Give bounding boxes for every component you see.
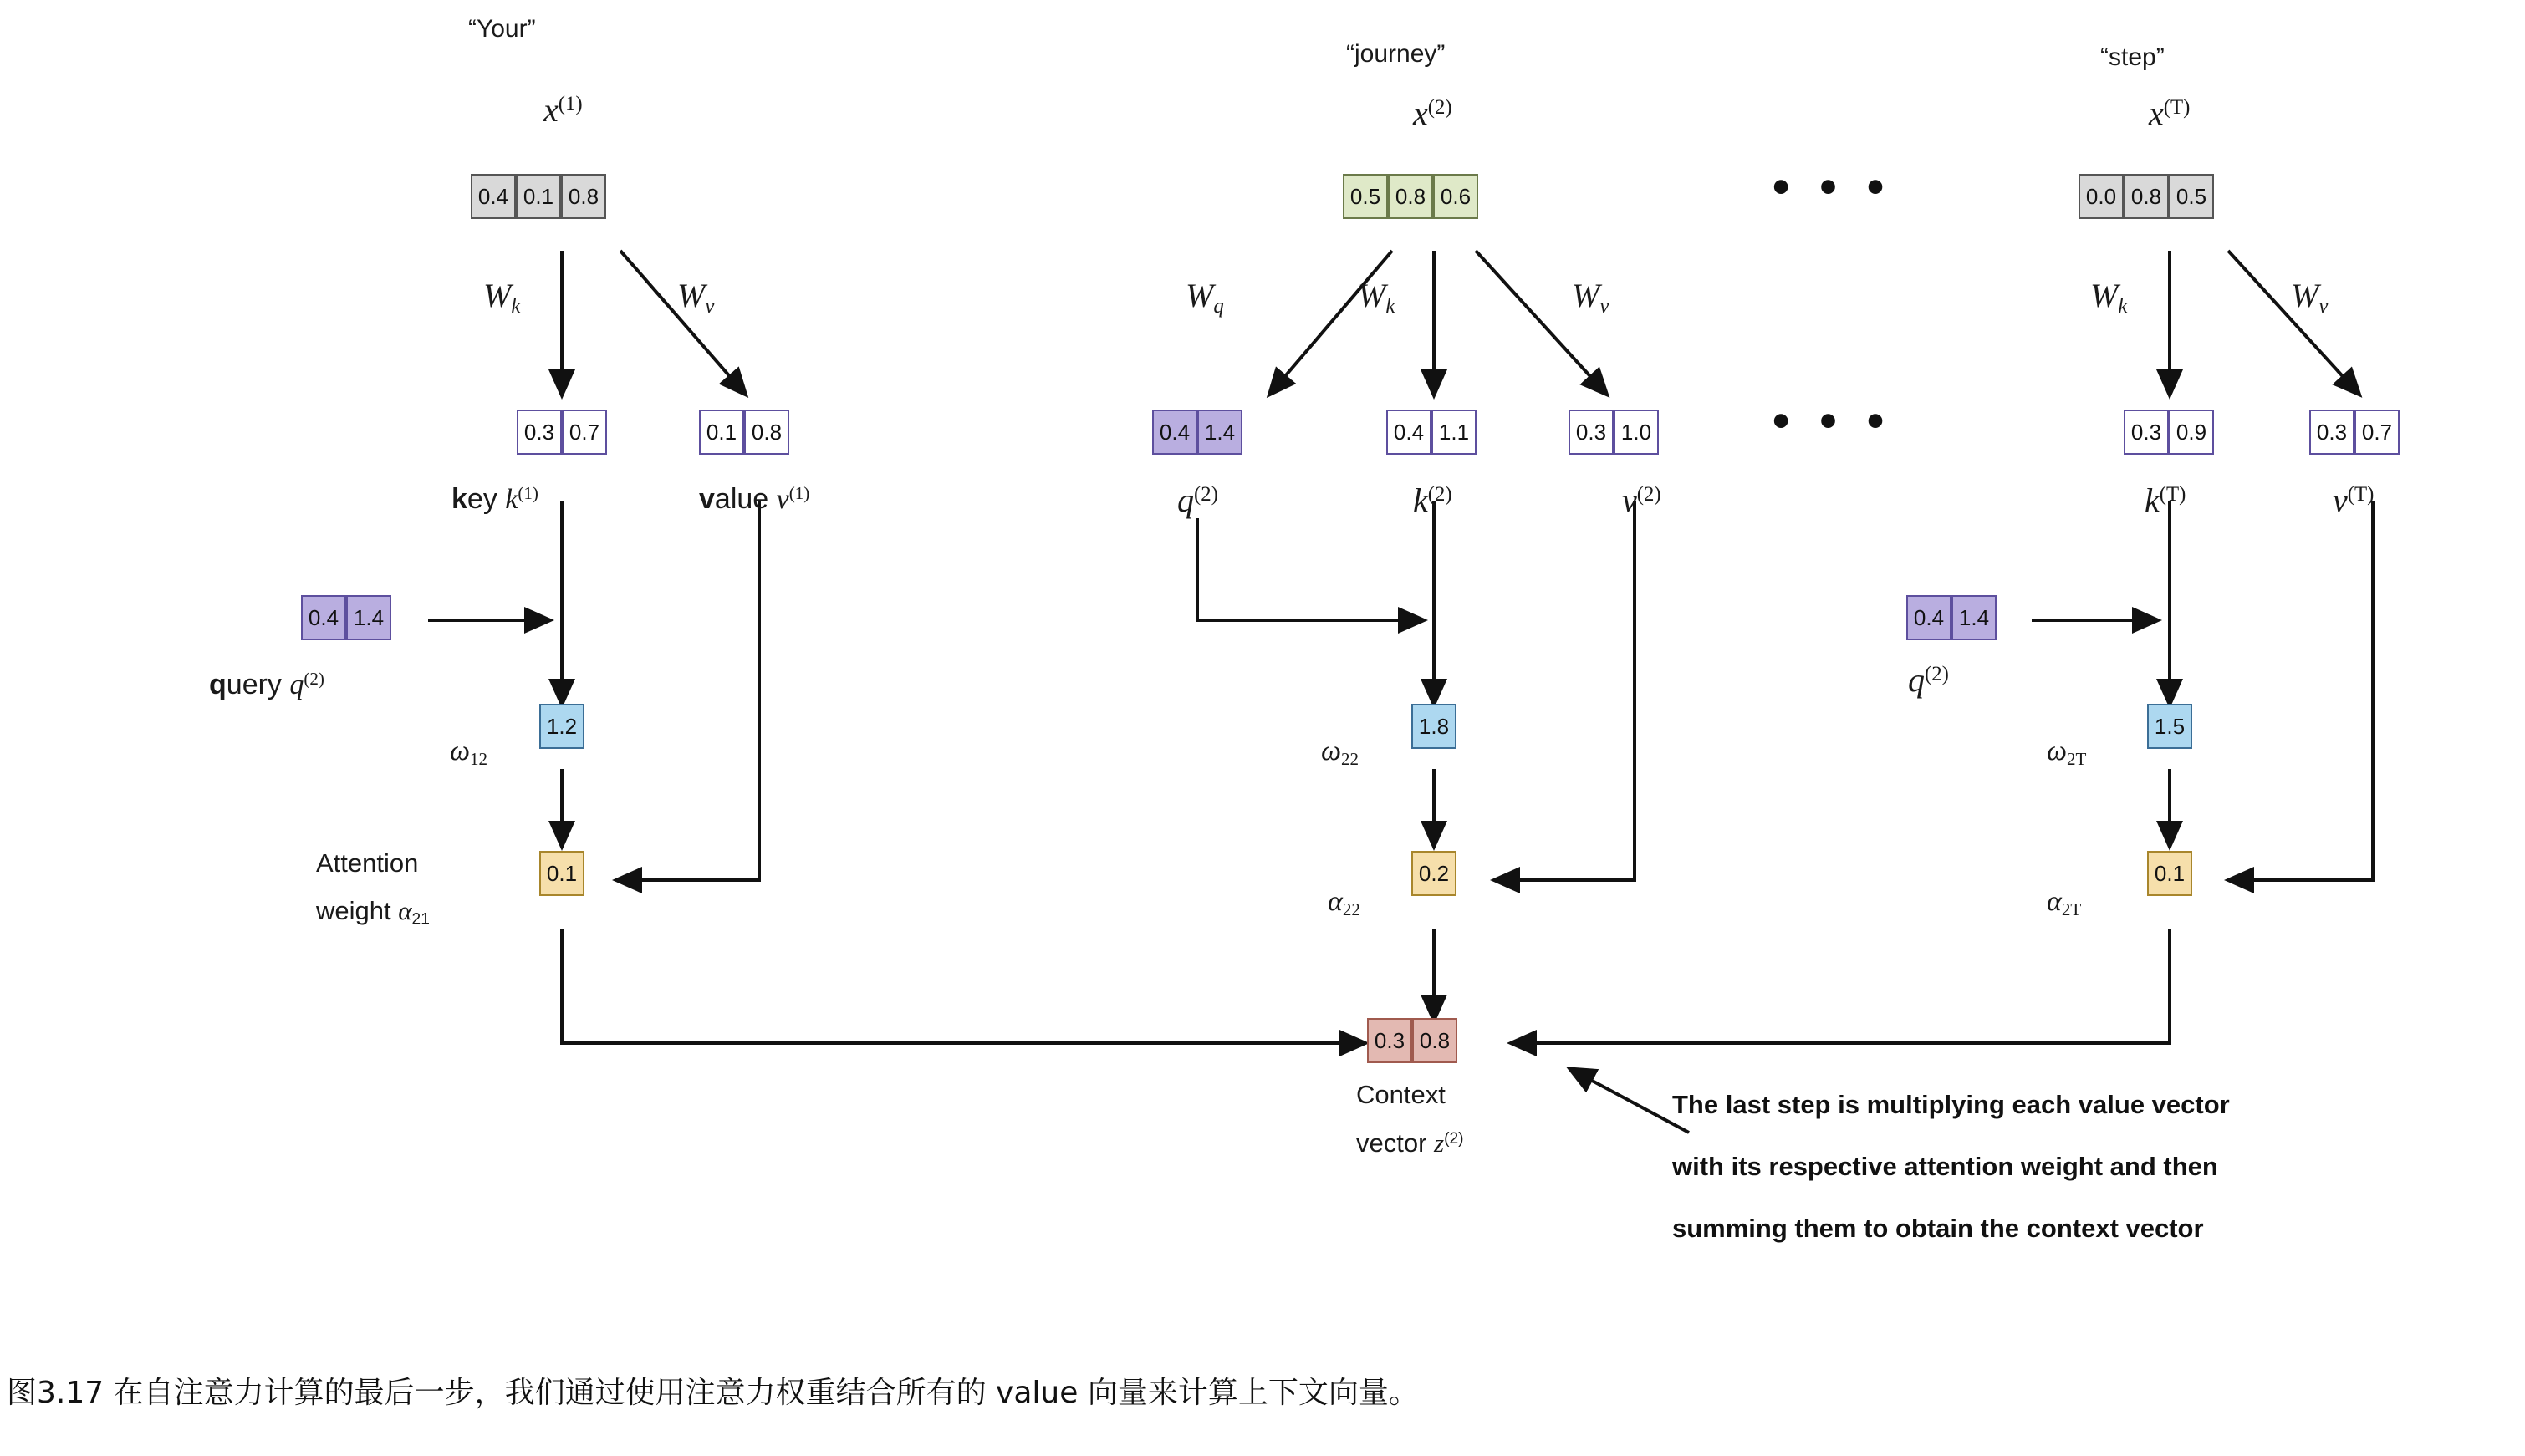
omega-2-sub: 22 xyxy=(1341,748,1359,769)
context-label-line2 xyxy=(1356,1128,1464,1158)
alpha-cell: 0.1 xyxy=(2147,851,2192,896)
input-cell: 0.8 xyxy=(1388,174,1433,219)
key-cell: 0.7 xyxy=(562,410,607,455)
value-label-2-sup: (2) xyxy=(1636,483,1661,507)
key-label-2-sup: (2) xyxy=(1427,483,1452,507)
context-cell: 0.8 xyxy=(1412,1018,1457,1063)
key-label-1: key $k^{(1)}$ xyxy=(451,483,538,515)
query-label-2-base: q xyxy=(1177,481,1194,519)
wv-sub: v xyxy=(1599,294,1609,318)
key-cell: 0.3 xyxy=(2124,410,2169,455)
wv-base: W xyxy=(2291,277,2319,314)
alpha-vector-2 xyxy=(1411,851,1456,896)
value-label-1-rest: alue xyxy=(714,483,777,515)
query-cell: 1.4 xyxy=(346,595,391,640)
omega-label-1 xyxy=(450,736,487,770)
context-label-symbol: z xyxy=(1434,1128,1445,1158)
input-cell: 0.1 xyxy=(516,174,561,219)
input-symbol-2 xyxy=(1413,94,1452,133)
alpha-vector-3 xyxy=(2147,851,2192,896)
input-symbol-1 xyxy=(543,90,583,130)
key-label-3-sup: (T) xyxy=(2159,483,2186,507)
token-label-1: “Your” xyxy=(468,15,536,43)
query-cell: 0.4 xyxy=(1152,410,1197,455)
value-cell: 0.8 xyxy=(744,410,789,455)
weight-wk-label-2 xyxy=(1358,276,1395,318)
weight-wq-label-2 xyxy=(1186,276,1224,318)
omega-cell: 1.8 xyxy=(1411,704,1456,749)
alpha-cell: 0.2 xyxy=(1411,851,1456,896)
value-cell: 0.1 xyxy=(699,410,744,455)
query-label-2-sup: (2) xyxy=(1194,483,1218,507)
weight-wv-label-2 xyxy=(1572,276,1609,318)
key-cell: 1.1 xyxy=(1431,410,1477,455)
wk-sub: k xyxy=(2118,294,2128,318)
omega-3-sym: ω xyxy=(2047,736,2068,766)
wk-sub: k xyxy=(1385,294,1395,318)
omega-vector-1 xyxy=(539,704,584,749)
value-label-1-bold: v xyxy=(699,483,715,515)
input-cell: 0.4 xyxy=(471,174,516,219)
context-label-line1: Context xyxy=(1356,1080,1446,1109)
note-line-1: The last step is multiplying each value vector xyxy=(1672,1090,2230,1119)
wv-sub: v xyxy=(2318,294,2329,318)
weight-wv-label-1 xyxy=(677,276,714,318)
input-symbol-1-sup: (1) xyxy=(558,93,583,116)
context-label-word: vector xyxy=(1356,1128,1435,1158)
wk-sub: k xyxy=(511,294,521,318)
value-cell: 1.0 xyxy=(1614,410,1659,455)
key-label-1-bold: k xyxy=(451,483,467,515)
context-cell: 0.3 xyxy=(1367,1018,1412,1063)
input-vector-2 xyxy=(1343,174,1478,219)
context-label-sup: (2) xyxy=(1444,1130,1464,1148)
query-label-1-rest: uery xyxy=(226,669,290,700)
input-cell: 0.5 xyxy=(1343,174,1388,219)
input-vector-1 xyxy=(471,174,606,219)
omega-1-sub: 12 xyxy=(470,748,488,769)
wq-base: W xyxy=(1186,277,1214,314)
query-label-2 xyxy=(1177,481,1218,520)
query-vector-1 xyxy=(301,595,391,640)
key-cell: 0.9 xyxy=(2169,410,2214,455)
wv-base: W xyxy=(1572,277,1600,314)
query-label-3 xyxy=(1908,660,1949,700)
alpha-2-sub: 22 xyxy=(1342,899,1360,919)
figure-caption: 图3.17 在自注意力计算的最后一步，我们通过使用注意力权重结合所有的 value 向量来计算上下文向量。 xyxy=(7,1376,1419,1410)
value-label-3-base: v xyxy=(2333,481,2348,519)
wv-sub: v xyxy=(705,294,715,318)
input-symbol-3 xyxy=(2149,94,2190,133)
attention-caption-1-word: weight xyxy=(316,896,399,925)
alpha-label-2 xyxy=(1328,886,1360,920)
ellipsis-mid: • • • xyxy=(1773,394,1893,448)
input-cell: 0.8 xyxy=(561,174,606,219)
wq-sub: q xyxy=(1213,294,1224,318)
weight-wk-label-1 xyxy=(483,276,520,318)
value-vector-1 xyxy=(699,410,789,455)
weight-wk-label-3 xyxy=(2090,276,2127,318)
value-cell: 0.7 xyxy=(2354,410,2400,455)
value-label-1-sup: (1) xyxy=(788,483,810,504)
key-vector-3 xyxy=(2124,410,2214,455)
value-label-1: value $v^{(1)}$ xyxy=(699,483,810,515)
wk-base: W xyxy=(1358,277,1386,314)
key-cell: 0.4 xyxy=(1386,410,1431,455)
key-label-2 xyxy=(1413,481,1452,520)
omega-label-3 xyxy=(2047,736,2086,770)
value-label-3-sup: (T) xyxy=(2347,483,2375,507)
query-cell: 0.4 xyxy=(1906,595,1951,640)
query-vector-2 xyxy=(1152,410,1242,455)
input-cell: 0.0 xyxy=(2079,174,2124,219)
query-label-1: query $q^{(2)}$ xyxy=(209,669,324,700)
key-cell: 0.3 xyxy=(517,410,562,455)
value-label-2 xyxy=(1622,481,1661,520)
wv-base: W xyxy=(677,277,706,314)
omega-label-2 xyxy=(1321,736,1359,770)
omega-vector-2 xyxy=(1411,704,1456,749)
key-label-3-base: k xyxy=(2145,481,2160,519)
input-vector-3 xyxy=(2079,174,2214,219)
value-cell: 0.3 xyxy=(1569,410,1614,455)
omega-1-sym: ω xyxy=(450,736,471,766)
alpha-label-3 xyxy=(2047,886,2081,920)
input-symbol-3-sup: (T) xyxy=(2163,96,2191,120)
value-vector-2 xyxy=(1569,410,1659,455)
input-symbol-3-base: x xyxy=(2149,94,2164,132)
query-cell: 0.4 xyxy=(301,595,346,640)
alpha-cell: 0.1 xyxy=(539,851,584,896)
input-symbol-2-sup: (2) xyxy=(1427,96,1452,120)
omega-vector-3 xyxy=(2147,704,2192,749)
omega-2-sym: ω xyxy=(1321,736,1342,766)
wk-base: W xyxy=(2090,277,2119,314)
key-label-1-sup: (1) xyxy=(518,483,538,504)
token-label-2: “journey” xyxy=(1346,40,1446,68)
input-cell: 0.5 xyxy=(2169,174,2214,219)
alpha-1-sym: α xyxy=(398,896,412,925)
input-symbol-1-base: x xyxy=(543,91,559,129)
omega-cell: 1.2 xyxy=(539,704,584,749)
query-label-3-base: q xyxy=(1908,661,1925,699)
note-line-3: summing them to obtain the context vector xyxy=(1672,1214,2204,1243)
query-cell: 1.4 xyxy=(1951,595,1997,640)
omega-cell: 1.5 xyxy=(2147,704,2192,749)
wk-base: W xyxy=(483,277,512,314)
value-label-2-base: v xyxy=(1622,481,1637,519)
query-label-1-sup: (2) xyxy=(304,669,324,690)
input-symbol-2-base: x xyxy=(1413,94,1428,132)
note-line-2: with its respective attention weight and then xyxy=(1672,1152,2218,1181)
alpha-vector-1 xyxy=(539,851,584,896)
attention-caption-1-line1: Attention xyxy=(316,848,419,878)
query-cell: 1.4 xyxy=(1197,410,1242,455)
value-label-3 xyxy=(2333,481,2374,520)
token-label-3: “step” xyxy=(2100,43,2165,71)
key-label-1-rest: ey xyxy=(467,483,506,515)
key-label-3 xyxy=(2145,481,2186,520)
value-cell: 0.3 xyxy=(2309,410,2354,455)
query-label-3-sup: (2) xyxy=(1925,663,1949,686)
alpha-1-sub: 21 xyxy=(411,910,430,929)
alpha-2-sym: α xyxy=(1328,886,1343,917)
input-cell: 0.8 xyxy=(2124,174,2169,219)
context-vector xyxy=(1367,1018,1457,1063)
omega-3-sub: 2T xyxy=(2067,748,2087,769)
ellipsis-top: • • • xyxy=(1773,160,1893,214)
alpha-3-sym: α xyxy=(2047,886,2062,917)
query-vector-3 xyxy=(1906,595,1997,640)
value-vector-3 xyxy=(2309,410,2400,455)
weight-wv-label-3 xyxy=(2291,276,2328,318)
attention-caption-1-line2 xyxy=(316,896,430,929)
key-vector-1 xyxy=(517,410,607,455)
query-label-1-bold: q xyxy=(209,669,227,700)
key-label-2-base: k xyxy=(1413,481,1428,519)
alpha-3-sub: 2T xyxy=(2061,899,2082,919)
key-vector-2 xyxy=(1386,410,1477,455)
input-cell: 0.6 xyxy=(1433,174,1478,219)
